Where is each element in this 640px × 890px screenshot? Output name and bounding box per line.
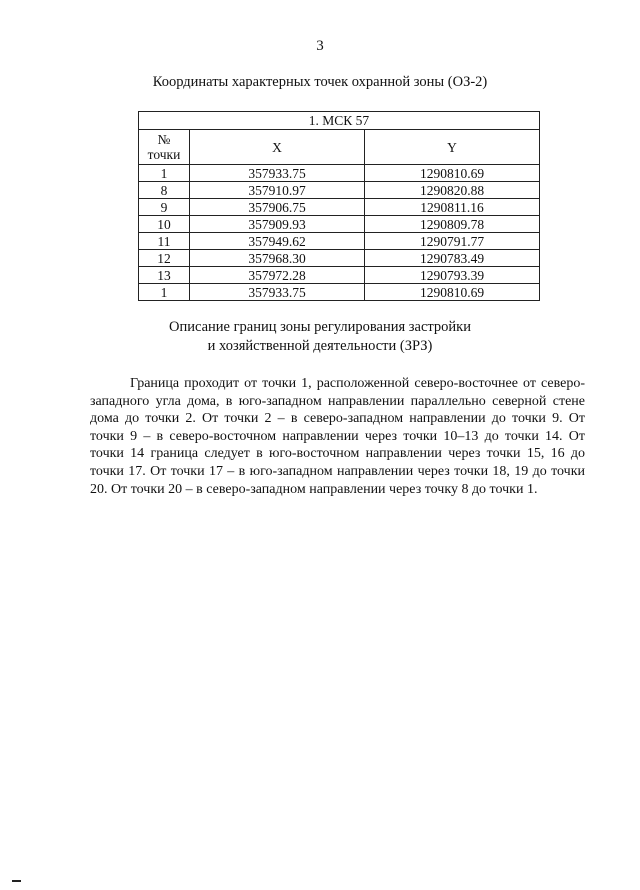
table-title: Координаты характерных точек охранной зоны (ОЗ-2) — [152, 74, 488, 90]
table-row — [139, 284, 540, 301]
section-title-line-2: и хозяйственной деятельности (ЗРЗ) — [207, 338, 433, 354]
point-number-header — [139, 130, 190, 165]
y-coordinate-cell: 1290791.77 — [365, 233, 540, 250]
x-coordinate-cell: 357906.75 — [190, 199, 365, 216]
table-row — [139, 250, 540, 267]
point-number-cell: 1 — [139, 284, 190, 301]
point-number-cell: 12 — [139, 250, 190, 267]
point-number-header-symbol: № — [157, 132, 171, 147]
y-coordinate-cell: 1290809.78 — [365, 216, 540, 233]
table-header-row — [139, 130, 540, 165]
x-column-header: X — [190, 130, 365, 165]
coordinate-system-label: 1. МСК 57 — [139, 112, 540, 130]
y-coordinate-cell: 1290793.39 — [365, 267, 540, 284]
x-coordinate-cell: 357910.97 — [190, 182, 365, 199]
point-number-cell: 9 — [139, 199, 190, 216]
y-column-header: Y — [365, 130, 540, 165]
y-coordinate-cell: 1290820.88 — [365, 182, 540, 199]
point-number-cell: 8 — [139, 182, 190, 199]
x-coordinate-cell: 357968.30 — [190, 250, 365, 267]
table-row — [139, 233, 540, 250]
x-coordinate-cell: 357909.93 — [190, 216, 365, 233]
page-number: 3 — [316, 38, 324, 54]
y-coordinate-cell: 1290811.16 — [365, 199, 540, 216]
table-row — [139, 182, 540, 199]
y-coordinate-cell: 1290810.69 — [365, 284, 540, 301]
y-coordinate-cell: 1290783.49 — [365, 250, 540, 267]
table-row — [139, 199, 540, 216]
coordinates-table — [138, 111, 540, 301]
table-row — [139, 216, 540, 233]
point-number-cell: 13 — [139, 267, 190, 284]
section-title — [0, 318, 640, 356]
x-coordinate-cell: 357972.28 — [190, 267, 365, 284]
table-row — [139, 165, 540, 182]
x-coordinate-cell: 357949.62 — [190, 233, 365, 250]
point-number-cell: 1 — [139, 165, 190, 182]
scan-artifact-mark — [12, 880, 21, 882]
point-number-cell: 10 — [139, 216, 190, 233]
x-coordinate-cell: 357933.75 — [190, 284, 365, 301]
table-row — [139, 267, 540, 284]
section-title-line-1: Описание границ зоны регулирования застройки — [168, 319, 471, 335]
coordinate-system-row — [139, 112, 540, 130]
boundary-description: Граница проходит от точки 1, расположенной северо-восточнее от северо-западного угла дома, в юго-западном направлении параллельно северной стене дома до точки 2. От точки 2 – в северо-западном направлении до точки 9. От точки 9 – в северо-восточном направлении через точки 10–13 до точки 14. От точки 14 граница следует в юго-восточном направлении через точки 15, 16 до точки 17. От точки 17 – в юго-западном направлении через точки 18, 19 до точки 20. От точки 20 – в северо-западном направлении через точку 8 до точки 1. — [90, 376, 585, 497]
x-coordinate-cell: 357933.75 — [190, 165, 365, 182]
y-coordinate-cell: 1290810.69 — [365, 165, 540, 182]
coordinates-table-body — [139, 165, 540, 301]
point-number-cell: 11 — [139, 233, 190, 250]
point-number-header-word: точки — [147, 147, 181, 162]
